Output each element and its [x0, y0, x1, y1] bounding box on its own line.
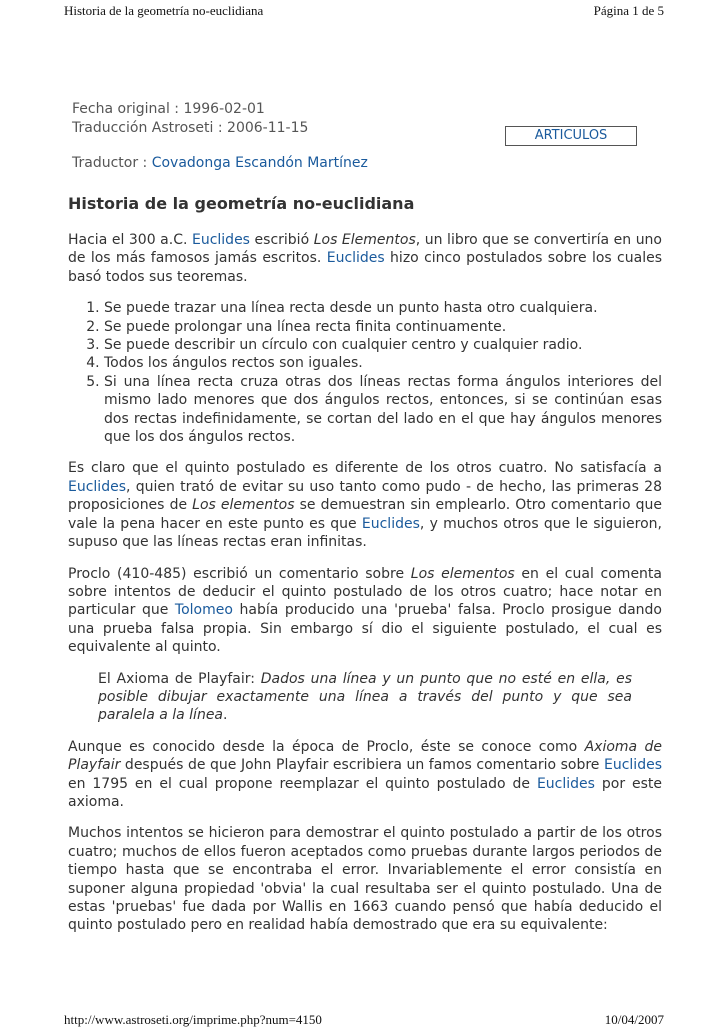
postulado-1: 1. Se puede trazar una línea recta desde un punto hasta otro cualquiera.	[104, 299, 662, 317]
text: Proclo (410-485) escribió un comentario sobre	[68, 565, 411, 582]
book-title: Los elementos	[410, 565, 515, 582]
postulado-4: 4. Todos los ángulos rectos son iguales.	[104, 354, 662, 372]
link-euclides[interactable]: Euclides	[326, 250, 385, 267]
link-euclides[interactable]: Euclides	[68, 478, 126, 495]
print-header-page: Página 1 de 5	[593, 3, 664, 18]
article-title: Historia de la geometría no-euclidiana	[68, 194, 415, 213]
text: Hacia el 300 a.C.	[68, 232, 192, 248]
traductor	[72, 155, 368, 171]
paragraph-3	[68, 565, 662, 657]
axiom-text: Dados una línea y un punto que no esté en ella, es posible dibujar exactamente una línea a través del punto y que sea paralela a la línea	[98, 670, 632, 724]
link-euclides[interactable]: Euclides	[536, 775, 595, 792]
paragraph-5: Muchos intentos se hicieron para demostrar el quinto postulado a partir de los otros cuatro; muchos de ellos fueron aceptados como pruebas durante largos periodos de tiempo hasta que se encontraba el error. Invariablemente el error consistía en suponer alguna propiedad 'obvia' la cual resultaba ser el quinto postulado. Una de estas 'pruebas' fue dada por Wallis en 1663 cuando pensó que había deducido el quinto postulado pero en realidad había demostrado que era su equivalente:	[68, 825, 662, 934]
traductor-link[interactable]: Covadonga Escandón Martínez	[151, 155, 368, 171]
section-badge[interactable]: ARTICULOS	[505, 126, 637, 146]
print-footer-url: http://www.astroseti.org/imprime.php?num=4150	[64, 1012, 322, 1027]
postulado-3: 3. Se puede describir un círculo con cualquier centro y cualquier radio.	[104, 336, 662, 354]
book-title: Los elementos	[192, 497, 295, 514]
text: .	[223, 707, 228, 724]
print-header-title: Historia de la geometría no-euclidiana	[64, 3, 264, 18]
text: hizo cinco postulados sobre los cuales basó todos sus teoremas.	[68, 250, 662, 285]
playfair-quote	[98, 670, 662, 725]
text: se demuestran sin emplearlo. Otro comentario que vale la pena hacer en este punto es que	[68, 497, 662, 532]
fecha-original: Fecha original : 1996-02-01	[72, 101, 265, 117]
paragraph-2	[68, 459, 662, 551]
text: , quien trató de evitar su uso tanto como pudo - de hecho, las primeras 28 proposiciones de	[68, 478, 662, 514]
text: Aunque es conocido desde la época de Proclo, éste se conoce como	[68, 738, 585, 755]
text: Es claro que el quinto postulado es diferente de los otros cuatro. No satisfacía a	[68, 460, 662, 477]
link-tolomeo[interactable]: Tolomeo	[174, 602, 233, 619]
postulado-5: 5. Si una línea recta cruza otras dos líneas rectas forma ángulos interiores del mismo lado menores que dos ángulos rectos, entonces, si se continúan esas dos rectas indefinidamente, se cortan del lado en el que hay ángulos menores que los dos ángulos rectos.	[104, 373, 662, 447]
print-footer-date: 10/04/2007	[604, 1012, 664, 1027]
text: , un libro que se convertiría en uno de los más famosos jamás escritos.	[68, 232, 662, 267]
print-header	[64, 3, 664, 19]
text: había producido una 'prueba' falsa. Proclo prosigue dando una prueba falsa propia. Sin embargo sí dio el siguiente postulado, el cual es equivalente al quinto.	[68, 602, 662, 656]
book-title: Los Elementos	[313, 232, 416, 248]
print-footer	[64, 1012, 664, 1028]
text: escribió	[249, 232, 314, 248]
text: en el cual comenta sobre intentos de deducir el quinto postulado de los otros cuatro; hace notar en particular que	[68, 565, 663, 619]
text: El Axioma de Playfair:	[98, 670, 261, 687]
text: en 1795 en el cual propone reemplazar el quinto postulado de	[68, 775, 537, 792]
article-body	[68, 231, 662, 948]
link-euclides[interactable]: Euclides	[361, 515, 420, 532]
paragraph-1	[68, 231, 662, 286]
link-euclides[interactable]: Euclides	[191, 232, 250, 248]
fecha-traduccion: Traducción Astroseti : 2006-11-15	[72, 120, 309, 136]
text: , y muchos otros que le siguieron, supuso que las líneas rectas eran infinitas.	[68, 515, 662, 551]
text: por este axioma.	[68, 775, 662, 810]
traductor-label: Traductor :	[72, 155, 152, 171]
link-euclides[interactable]: Euclides	[604, 757, 662, 774]
axiom-name: Axioma de Playfair	[68, 738, 662, 774]
text: después de que John Playfair escribiera un famos comentario sobre	[120, 757, 604, 774]
postulado-2: 2. Se puede prolongar una línea recta finita continuamente.	[104, 318, 662, 336]
paragraph-4	[68, 738, 662, 812]
postulados-list	[68, 299, 662, 446]
